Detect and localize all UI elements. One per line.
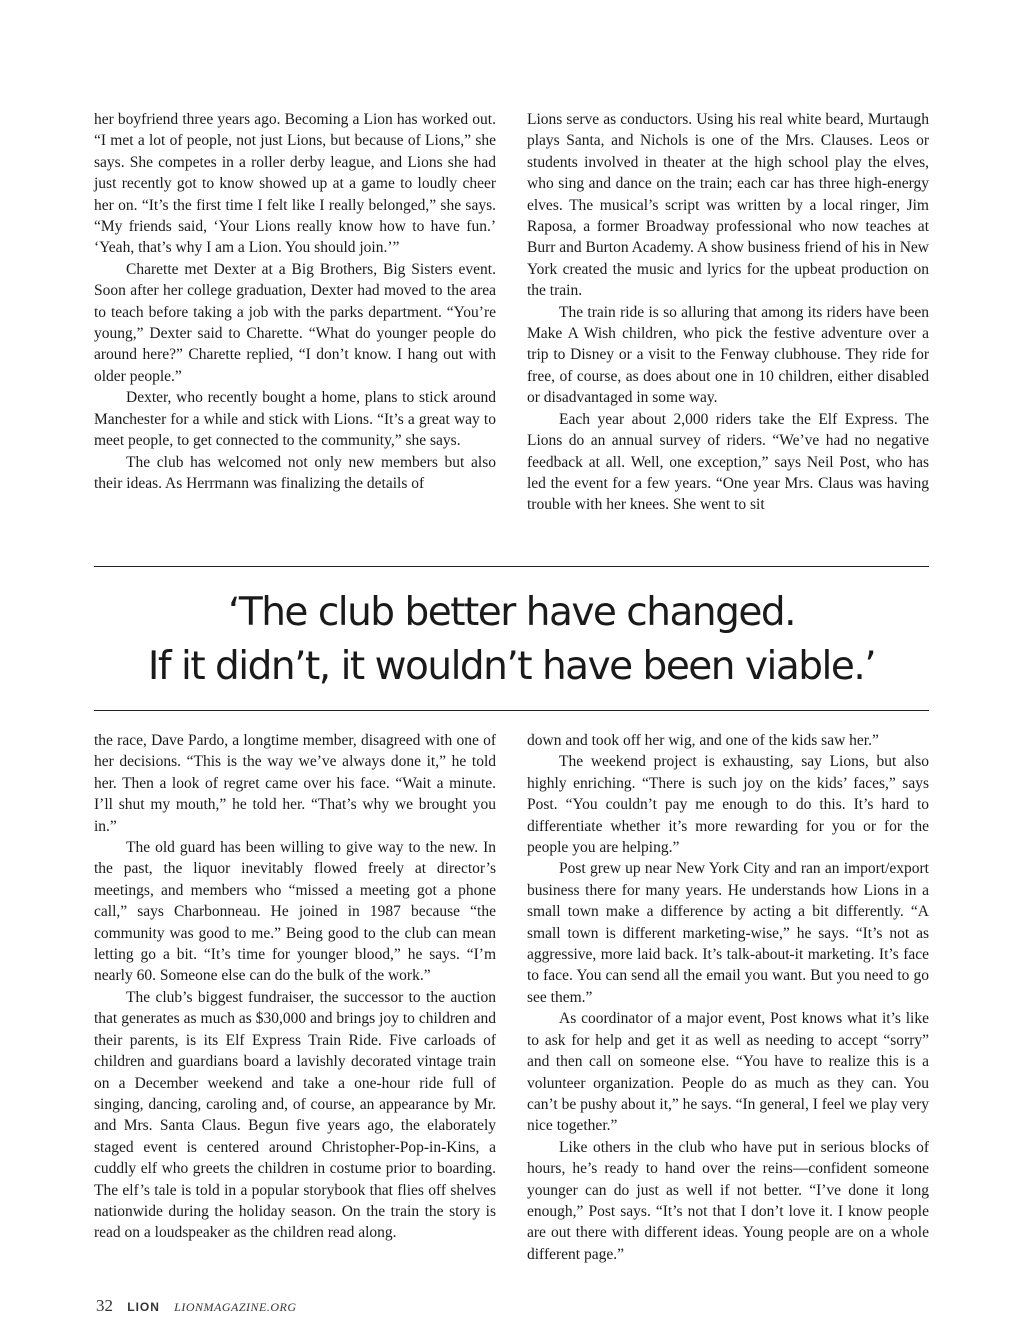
paragraph: The train ride is so alluring that among its riders have been Make A Wish children, who pick the festive adventure over a trip to Disney or a visit to the Fenway clubhouse. They ride for free, of course, as does about one in 10 children, either disabled or disadvantaged in some way.: [527, 303, 929, 407]
folio: [96, 1296, 297, 1316]
paragraph: Lions serve as conductors. Using his real white beard, Murtaugh plays Santa, and Nichols is one of the Mrs. Clauses. Leos or students involved in theater at the high school play the elves, who sing and dance on the train; each car has three high-energy elves. The musical’s script was written by a local ringer, Jim Raposa, a former Broadway professional who now teaches at Burr and Burton Academy. A show business friend of his in New York created the music and lyrics for the upbeat production on the train.: [527, 111, 929, 300]
magazine-website: LIONMAGAZINE.ORG: [174, 1300, 297, 1314]
paragraph: Each year about 2,000 riders take the Elf Express. The Lions do an annual survey of riders. “We’ve had no negative feedback at all. Well, one exception,” says Neil Post, who has led the event for a few years. “One year Mrs. Claus was having trouble with her knees. She went to sit: [527, 410, 929, 514]
pullquote: [94, 586, 929, 694]
paragraph: The weekend project is exhausting, say Lions, but also highly enriching. “There is such joy on the kids’ faces,” says Post. “You couldn’t pay me enough to do this. It’s hard to differentiate whether it’s more rewarding for you or for the people you are helping.”: [527, 753, 929, 857]
column-top-right: [527, 109, 929, 516]
paragraph: Post grew up near New York City and ran an import/export business there for many years. He understands how Lions in a small town make a difference by acting a bit differently. “A small town is different marketing-wise,” he says. “It’s not as aggressive, more laid back. It’s talk-about-it marketing. It’s face to face. You can send all the email you want. But you need to go see them.”: [527, 860, 929, 1006]
pullquote-rule-top: [94, 566, 929, 567]
paragraph: down and took off her wig, and one of the kids saw her.”: [527, 732, 879, 749]
paragraph: Charette met Dexter at a Big Brothers, Big Sisters event. Soon after her college graduation, Dexter had moved to the area to teach before taking a job with the parks department. “You’re young,” Dexter said to Charette. “What do younger people do around here?” Charette replied, “I don’t know. I hang out with older people.”: [94, 260, 496, 385]
pullquote-line-1: ‘The club better have changed.: [227, 590, 795, 635]
pullquote-rule-bottom: [94, 710, 929, 711]
column-bottom-right: [527, 730, 929, 1265]
paragraph: her boyfriend three years ago. Becoming a Lion has worked out. “I met a lot of people, not just Lions, but because of Lions,” she says. She competes in a roller derby league, and Lions she had just recently got to know showed up at a game to loudly cheer her on. “It’s the first time I felt like I really belonged,” she says. “My friends said, ‘Your Lions really know how to have fun.’ ‘Yeah, that’s why I am a Lion. You should join.’”: [94, 111, 496, 257]
column-bottom-left: [94, 730, 496, 1244]
paragraph: Dexter, who recently bought a home, plans to stick around Manchester for a while and stick with Lions. “It’s a great way to meet people, to get connected to the community,” she says.: [94, 389, 496, 450]
magazine-brand: LION: [127, 1300, 160, 1314]
paragraph: As coordinator of a major event, Post knows what it’s like to ask for help and get it as well as needing to accept “sorry” and then call on someone else. “You have to realize this is a volunteer organization. People do as much as they can. You can’t be pushy about it,” he says. “In general, I feel we play very nice together.”: [527, 1010, 929, 1135]
page-number: 32: [96, 1296, 113, 1315]
paragraph: Like others in the club who have put in serious blocks of hours, he’s ready to hand over the reins—confident someone younger can do just as well if not better. “I’ve done it long enough,” Post says. “It’s not that I don’t love it. I know people are out there with different ideas. Young people are on a whole different page.”: [527, 1138, 929, 1263]
paragraph: The club’s biggest fundraiser, the successor to the auction that generates as much as $30,000 and brings joy to children and their parents, is its Elf Express Train Ride. Five carloads of children and guardians board a lavishly decorated vintage train on a December weekend and take a one-hour ride full of singing, dancing, caroling and, of course, an appearance by Mr. and Mrs. Santa Claus. Begun five years ago, the elaborately staged event is centered around Christopher-Pop-in-Kins, a cuddly elf who greets the children in costume prior to boarding. The elf’s tale is told in a popular storybook that flies off shelves nationwide during the holiday season. On the train the story is read on a loudspeaker as the children read along.: [94, 988, 496, 1242]
paragraph: the race, Dave Pardo, a longtime member, disagreed with one of her decisions. “This is the way we’ve always done it,” he told her. Then a look of regret came over his face. “Wait a minute. I’ll shut my mouth,” he told her. “That’s why we brought you in.”: [94, 732, 496, 835]
pullquote-line-2: If it didn’t, it wouldn’t have been viable.’: [147, 644, 876, 689]
column-top-left: [94, 109, 496, 494]
paragraph: The old guard has been willing to give way to the new. In the past, the liquor inevitably flowed freely at director’s meetings, and members who “missed a meeting got a phone call,” says Charbonneau. He joined in 1987 because “the community was good to me.” Being good to the club can mean letting go a bit. “It’s time for younger blood,” he says. “I’m nearly 60. Someone else can do the bulk of the work.”: [94, 839, 496, 985]
paragraph: The club has welcomed not only new members but also their ideas. As Herrmann was finalizing the details of: [94, 453, 496, 492]
